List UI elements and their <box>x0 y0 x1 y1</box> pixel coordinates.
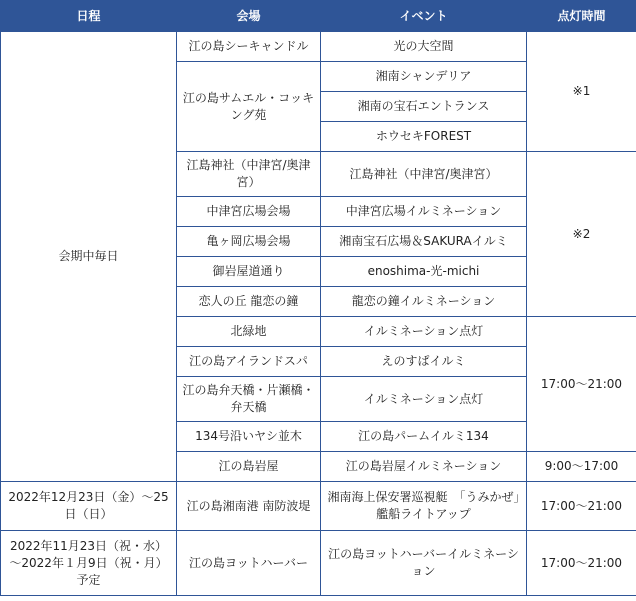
time-cell: 17:00～21:00 <box>527 317 636 452</box>
event-cell: enoshima-光-michi <box>321 257 527 287</box>
event-cell: 湘南シャンデリア <box>321 62 527 92</box>
event-cell: 中津宮広場イルミネーション <box>321 197 527 227</box>
venue-cell: 恋人の丘 龍恋の鐘 <box>177 287 321 317</box>
venue-cell: 中津宮広場会場 <box>177 197 321 227</box>
venue-cell: 北緑地 <box>177 317 321 347</box>
header-time: 点灯時間 <box>527 1 636 32</box>
venue-cell: 亀ヶ岡広場会場 <box>177 227 321 257</box>
table-row <box>1 482 636 531</box>
event-cell: 湘南の宝石エントランス <box>321 92 527 122</box>
event-cell: 江の島パームイルミ134 <box>321 422 527 452</box>
event-cell: イルミネーション点灯 <box>321 377 527 422</box>
event-cell: 江の島岩屋イルミネーション <box>321 452 527 482</box>
event-cell: 湘南海上保安署巡視艇 「うみかぜ」艦船ライトアップ <box>321 482 527 531</box>
table-header-row <box>1 1 636 32</box>
header-date: 日程 <box>1 1 177 32</box>
time-cell: ※1 <box>527 32 636 152</box>
date-cell: 2022年11月23日（祝・水）～2022年１月9日（祝・月）予定 <box>1 531 177 596</box>
time-cell: 17:00～21:00 <box>527 482 636 531</box>
time-cell: ※2 <box>527 152 636 317</box>
venue-cell: 江島神社（中津宮/奥津宮） <box>177 152 321 197</box>
event-cell: ホウセキFOREST <box>321 122 527 152</box>
time-cell: 9:00～17:00 <box>527 452 636 482</box>
date-cell: 2022年12月23日（金）～25日（日） <box>1 482 177 531</box>
event-cell: 江の島ヨットハーバーイルミネーション <box>321 531 527 596</box>
time-cell: 17:00～21:00 <box>527 531 636 596</box>
table-row <box>1 32 636 62</box>
venue-cell: 江の島湘南港 南防波堤 <box>177 482 321 531</box>
date-cell: 会期中毎日 <box>1 32 177 482</box>
event-cell: 江島神社（中津宮/奥津宮） <box>321 152 527 197</box>
venue-cell: 江の島岩屋 <box>177 452 321 482</box>
event-cell: 光の大空間 <box>321 32 527 62</box>
event-cell: イルミネーション点灯 <box>321 317 527 347</box>
event-cell: 龍恋の鐘イルミネーション <box>321 287 527 317</box>
event-cell: 湘南宝石広場＆SAKURAイルミ <box>321 227 527 257</box>
header-event: イベント <box>321 1 527 32</box>
venue-cell: 御岩屋道通り <box>177 257 321 287</box>
venue-cell: 江の島シーキャンドル <box>177 32 321 62</box>
venue-cell: 江の島弁天橋・片瀬橋・弁天橋 <box>177 377 321 422</box>
venue-cell: 134号沿いヤシ並木 <box>177 422 321 452</box>
event-cell: えのすぱイルミ <box>321 347 527 377</box>
header-venue: 会場 <box>177 1 321 32</box>
venue-cell: 江の島サムエル・コッキング苑 <box>177 62 321 152</box>
venue-cell: 江の島ヨットハーバー <box>177 531 321 596</box>
table-row <box>1 531 636 596</box>
venue-cell: 江の島アイランドスパ <box>177 347 321 377</box>
